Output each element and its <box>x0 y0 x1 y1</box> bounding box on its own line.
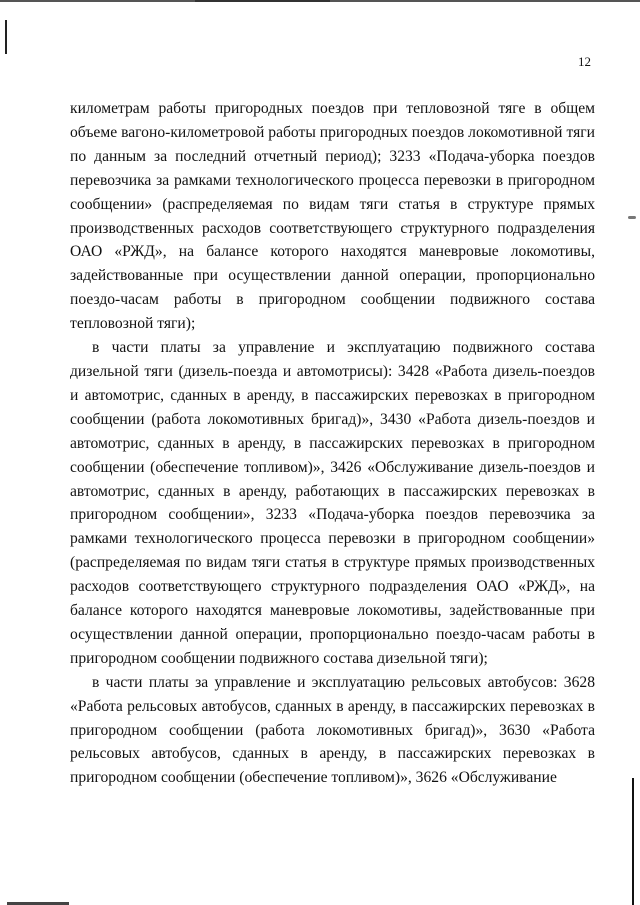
scan-top-artifact <box>195 0 330 2</box>
paragraph-2: в части платы за управление и эксплуатацию подвижного состава дизельной тяги (дизель-поезда и автомотрисы): 3428 «Работа дизель-поездов и автомотрис, сданных в аренду, в пассажирских перевозках в пригородном сообщении (работа локомотивных бригад)», 3430 «Работа дизель-поездов и автомотрис, сданных в аренду, в пассажирских перевозках в пригородном сообщении (обеспечение топливом)», 3426 «Обслуживание дизель-поездов и автомотрис, сданных в аренду, работающих в пассажирских перевозках в пригородном сообщении», 3233 «Подача-уборка поездов перевозчика за рамками технологического процесса перевозки в пригородном сообщении» (распределяемая по видам тяги статья в структуре прямых производственных расходов соответствующего структурного подразделения ОАО «РЖД», на балансе которого находятся маневровые локомотивы, задействованные при осуществлении данной операции, пропорционально поездо-часам работы в пригородном сообщении подвижного состава дизельной тяги); <box>70 339 595 667</box>
paragraph-3: в части платы за управление и эксплуатацию рельсовых автобусов: 3628 «Работа рельсовых автобусов, сданных в аренду, в пассажирских перевозках в пригородном сообщении (работа локомотивных бригад)», 3630 «Работа рельсовых автобусов, сданных в аренду, в пассажирских перевозках в пригородном сообщении (обеспечение топливом)», 3626 «Обслуживание <box>70 673 595 787</box>
paragraph-1: километрам работы пригородных поездов при тепловозной тяге в общем объеме вагоно-километровой работы пригородных поездов локомотивной тяги по данным за последний отчетный период); 3233 «Подача-уборка поездов перевозчика за рамками технологического процесса перевозки в пригородном сообщении» (распределяемая по видам тяги статья в структуре прямых производственных расходов соответствующего структурного подразделения ОАО «РЖД», на балансе которого находятся маневровые локомотивы, задействованные при осуществлении данной операции, пропорционально поездо-часам работы в пригородном сообщении подвижного состава тепловозной тяги); <box>70 100 595 333</box>
scan-left-margin-mark <box>5 20 7 54</box>
scan-right-edge <box>632 778 634 905</box>
page-number: 12 <box>578 54 591 69</box>
scan-speck <box>628 216 636 219</box>
document-body <box>70 97 595 790</box>
